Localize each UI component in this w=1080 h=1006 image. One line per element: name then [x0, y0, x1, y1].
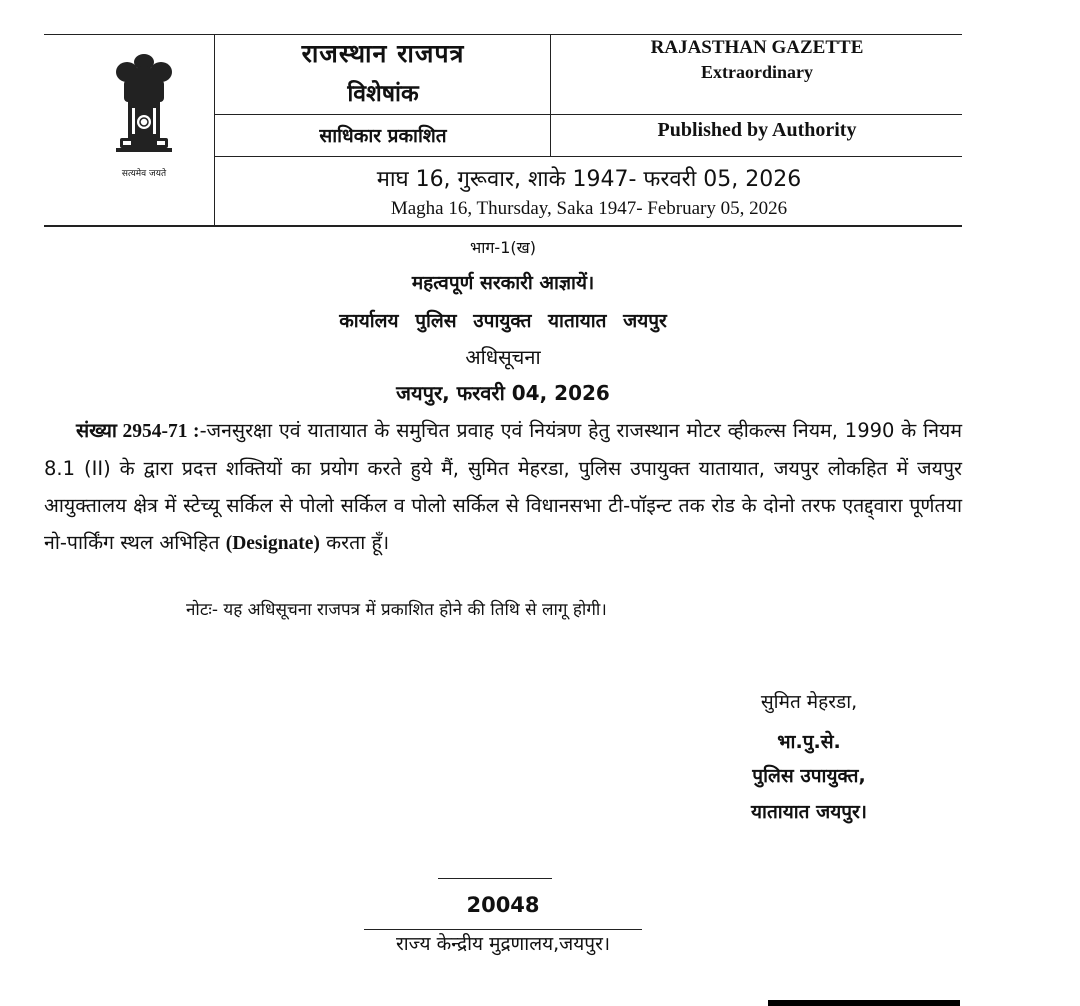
- page-number: 20048: [466, 893, 540, 917]
- notification-body-text: -जनसुरक्षा एवं यातायात के समुचित प्रवाह एवं नियंत्रण हेतु राजस्थान मोटर व्हीकल्स नियम, 1990 के नियम 8.1 (II) के द्वारा प्रदत्त शक्तियों का प्रयोग करते हुये मैं, सुमित मेहरडा, पुलिस उपायुक्त यातायात, जयपुर लोकहित में जयपुर आयुक्तालय क्षेत्र में स्टेच्यू सर्किल से पोलो सर्किल व पोलो सर्किल से विधानसभा टी-पॉइन्ट तक रोड के दोनो तरफ एतद्द्वारा पूर्णतया नो-पार्किंग स्थल अभिहित: [44, 419, 963, 554]
- notification-body: [44, 412, 962, 562]
- place-date: जयपुर, फरवरी 04, 2026: [396, 381, 610, 405]
- hindi-gazette-title: राजस्थान राजपत्र: [301, 39, 465, 68]
- note: नोटः- यह अधिसूचना राजपत्र में प्रकाशित होने की तिथि से लागू होगी।: [186, 600, 607, 620]
- english-published-by: Published by Authority: [657, 119, 857, 141]
- signatory-name: सुमित मेहरडा,: [760, 691, 858, 713]
- english-special-issue: Extraordinary: [701, 62, 813, 82]
- hindi-special-issue: विशेषांक: [347, 81, 419, 107]
- notification-title: अधिसूचना: [465, 345, 541, 369]
- header-top-rule: [44, 34, 962, 35]
- page-number-rule-top: [438, 878, 552, 879]
- state-emblem-icon: [108, 52, 180, 164]
- header-divider-horizontal-2: [214, 156, 962, 157]
- notification-number: संख्या 2954-71 :: [76, 421, 200, 442]
- header-bottom-rule: [44, 225, 962, 227]
- signatory-office: यातायात जयपुर।: [751, 801, 867, 823]
- press-name: राज्य केन्द्रीय मुद्रणालय,जयपुर।: [395, 933, 611, 955]
- section-heading: महत्वपूर्ण सरकारी आज्ञायें।: [411, 272, 595, 294]
- emblem-motto: सत्यमेव जयते: [121, 169, 167, 179]
- header-divider-vertical-middle: [550, 34, 551, 156]
- english-gazette-title: RAJASTHAN GAZETTE: [650, 37, 864, 58]
- header-divider-vertical-left: [214, 34, 215, 225]
- hindi-published-by: साधिकार प्रकाशित: [319, 125, 447, 147]
- corner-mark: [768, 1000, 960, 1006]
- issuing-office: कार्यालय पुलिस उपायुक्त यातायात जयपुर: [339, 310, 667, 332]
- header-divider-horizontal-1: [214, 114, 962, 115]
- date-hindi: माघ 16, गुरूवार, शाके 1947- फरवरी 05, 2026: [376, 167, 802, 192]
- designate-term: (Designate): [225, 533, 320, 554]
- notification-body-end: करता हूँ।: [326, 531, 390, 554]
- signatory-designation: पुलिस उपायुक्त,: [752, 765, 866, 787]
- signatory-service: भा.पु.से.: [777, 731, 841, 753]
- gazette-part: भाग-1(ख): [470, 238, 536, 257]
- date-english: Magha 16, Thursday, Saka 1947- February 05, 2026: [390, 198, 788, 219]
